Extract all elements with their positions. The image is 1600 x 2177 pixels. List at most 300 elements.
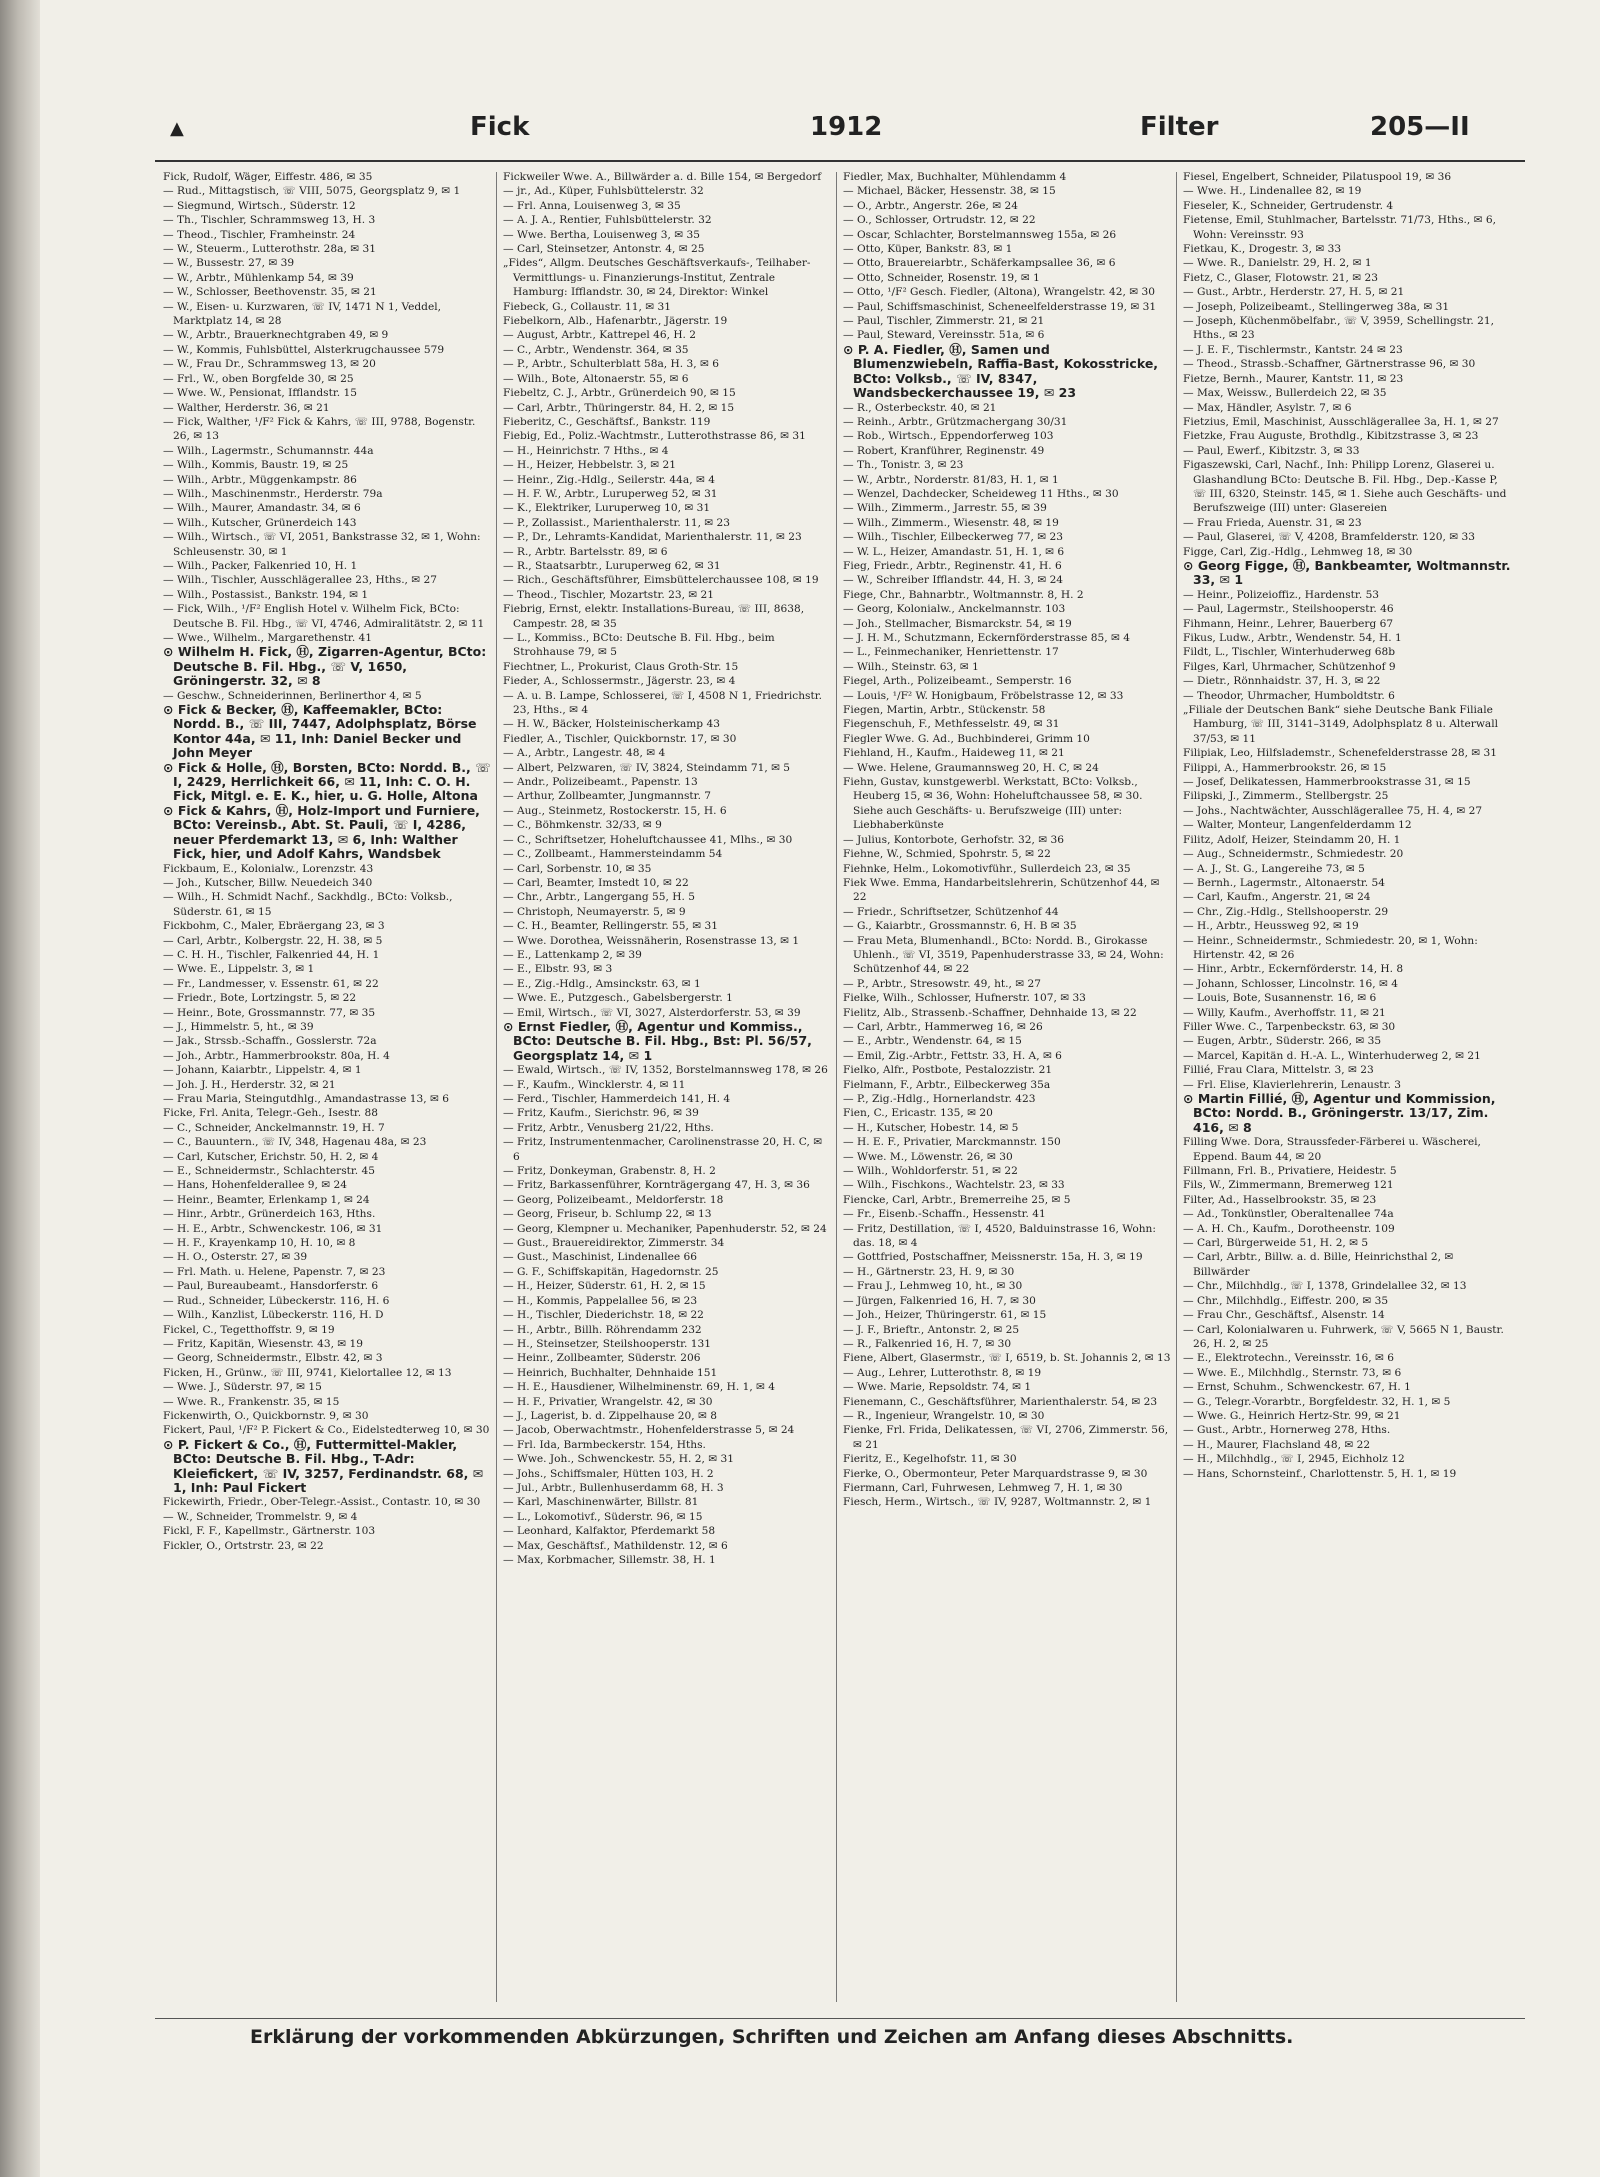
directory-entry: — Th., Tischler, Schrammsweg 13, H. 3 [163,214,376,227]
directory-entry: — R., Staatsarbtr., Luruperweg 62, ✉ 31 [503,559,721,572]
directory-entry: — Heinr., Beamter, Erlenkamp 1, ✉ 24 [163,1193,370,1206]
directory-entry: — Aug., Schneidermstr., Schmiedestr. 20 [1183,848,1404,861]
directory-entry: Fiene, Albert, Glasermstr., ☏ I, 6519, b. St. Johannis 2, ✉ 13 [843,1352,1171,1365]
directory-entry: Fieberitz, C., Geschäftsf., Bankstr. 119 [503,415,711,428]
directory-entry: — A. J. A., Rentier, Fuhlsbüttelerstr. 32 [503,214,712,227]
directory-entry: Fiebig, Ed., Poliz.-Wachtmstr., Lutterothstrasse 86, ✉ 31 [503,430,806,443]
directory-entry: — H. E. F., Privatier, Marckmannstr. 150 [843,1136,1061,1149]
directory-entry: — E., Elbstr. 93, ✉ 3 [503,963,613,976]
directory-entry: — Wilh., Fischkons., Wachtelstr. 23, ✉ 33 [843,1179,1065,1192]
directory-entry: — W., Arbtr., Norderstr. 81/83, H. 1, ✉ 1 [843,473,1059,486]
directory-entry: Filitz, Adolf, Heizer, Steindamm 20, H. 1 [1183,833,1401,846]
directory-entry: — Frl., W., oben Borgfelde 30, ✉ 25 [163,372,354,385]
directory-entry: Fickl, F. F., Kapellmstr., Gärtnerstr. 103 [163,1525,376,1538]
directory-entry: — Wilh., Kutscher, Grünerdeich 143 [163,516,357,529]
directory-entry: — Wilh., Maschinenmstr., Herderstr. 79a [163,487,383,500]
directory-entry: — Johs., Schiffsmaler, Hütten 103, H. 2 [503,1467,714,1480]
directory-entry: — Josef, Delikatessen, Hammerbrookstrasse 31, ✉ 15 [1183,776,1471,789]
directory-entry: — Wilh., Kommis, Baustr. 19, ✉ 25 [163,459,349,472]
directory-entry: ⊙ Ernst Fiedler, Ⓗ, Agentur und Kommiss., BCto: Deutsche B. Fil. Hbg., Bst: Pl. 56/57, Georgsplatz 14, ✉ 1 [503,1018,812,1063]
directory-entry: — Heinr., Schneidermstr., Schmiedestr. 20, ✉ 1, Wohn: Hirtenstr. 42, ✉ 26 [1183,934,1478,961]
directory-entry: — Rich., Geschäftsführer, Eimsbüttelerchaussee 108, ✉ 19 [503,574,819,587]
directory-entry: Fiermann, Carl, Fuhrwesen, Lehmweg 7, H. 1, ✉ 30 [843,1481,1123,1494]
directory-entry: Ficken, H., Grünw., ☏ III, 9741, Kielortallee 12, ✉ 13 [163,1366,452,1379]
directory-entry: — Friedr., Bote, Lortzingstr. 5, ✉ 22 [163,992,357,1005]
directory-entry: — Wilh., Zimmerm., Wiesenstr. 48, ✉ 19 [843,516,1059,529]
directory-entry: Fildt, L., Tischler, Winterhuderweg 68b [1183,646,1395,659]
directory-entry: — Joh., Stellmacher, Bismarckstr. 54, ✉ 19 [843,617,1072,630]
directory-entry: — Joh., Kutscher, Billw. Neuedeich 340 [163,876,373,889]
directory-entry: — Aug., Steinmetz, Rostockerstr. 15, H. 6 [503,804,727,817]
directory-entry: — Andr., Polizeibeamt., Papenstr. 13 [503,776,698,789]
directory-entry: — L., Feinmechaniker, Henriettenstr. 17 [843,646,1059,659]
directory-entry: Fiebrig, Ernst, elektr. Installations-Bureau, ☏ III, 8638, Campestr. 28, ✉ 35 [503,603,805,630]
directory-entry: — Chr., Milchhdlg., Eiffestr. 200, ✉ 35 [1183,1294,1389,1307]
directory-entry: — H. E., Arbtr., Schwenckestr. 106, ✉ 31 [163,1222,383,1235]
directory-entry: — Max, Korbmacher, Sillemstr. 38, H. 1 [503,1554,716,1566]
directory-entry: — Heinr., Bote, Grossmannstr. 77, ✉ 35 [163,1006,376,1019]
directory-entry: — Christoph, Neumayerstr. 5, ✉ 9 [503,905,686,918]
directory-entry: — E., Lattenkamp 2, ✉ 39 [503,948,642,961]
directory-entry: — Ernst, Schuhm., Schwenckestr. 67, H. 1 [1183,1381,1411,1394]
directory-entry: — Fritz, Kaufm., Sierichstr. 96, ✉ 39 [503,1107,699,1120]
directory-entry: Fiegenschuh, F., Methfesselstr. 49, ✉ 31 [843,718,1060,731]
directory-entry: — Willy, Kaufm., Averhoffstr. 11, ✉ 21 [1183,1006,1386,1019]
directory-entry: — Louis, Bote, Susannenstr. 16, ✉ 6 [1183,992,1377,1005]
directory-entry: — Siegmund, Wirtsch., Süderstr. 12 [163,199,356,212]
directory-entry: Fiesch, Herm., Wirtsch., ☏ IV, 9287, Woltmannstr. 2, ✉ 1 [843,1496,1152,1509]
directory-entry: Filipiak, Leo, Hilfslademstr., Schenefelderstrasse 28, ✉ 31 [1183,747,1498,760]
directory-entry: Filler Wwe. C., Tarpenbeckstr. 63, ✉ 30 [1183,1020,1396,1033]
directory-entry: — Rob., Wirtsch., Eppendorferweg 103 [843,430,1054,443]
directory-entry: — Frau Maria, Steingutdhlg., Amandastrasse 13, ✉ 6 [163,1093,449,1105]
directory-entry: Fiehn, Gustav, kunstgewerbl. Werkstatt, BCto: Volksb., Heuberg 15, ✉ 36, Wohn: Hoheluftchaussee 58, ✉ 30. Siehe auch Geschäfts- u. Berufszweige (III) unter: Liebhaberkünste [843,776,1143,832]
directory-entry: Fietkau, K., Drogestr. 3, ✉ 33 [1183,243,1342,256]
directory-entry: Fiege, Chr., Bahnarbtr., Woltmannstr. 8, H. 2 [843,588,1084,601]
directory-entry: — Wilh., Postassist., Bankstr. 194, ✉ 1 [163,588,369,601]
directory-entry: — Otto, Küper, Bankstr. 83, ✉ 1 [843,243,1013,256]
directory-entry: — J. H. M., Schutzmann, Eckernförderstrasse 85, ✉ 4 [843,632,1130,644]
directory-entry: — W. L., Heizer, Amandastr. 51, H. 1, ✉ 6 [843,545,1065,558]
directory-entry: — H., Heizer, Hebbelstr. 3, ✉ 21 [503,459,676,472]
directory-entry: Fietzke, Frau Auguste, Brothdlg., Kibitzstrasse 3, ✉ 23 [1183,430,1479,443]
directory-entry: — E., Elektrotechn., Vereinsstr. 16, ✉ 6 [1183,1352,1394,1365]
header-last-name: Filter [1140,112,1219,142]
directory-entry: — Ad., Tonkünstler, Oberaltenallee 74a [1183,1208,1394,1221]
header-rule [155,160,1525,162]
directory-entry: — Fritz, Instrumentenmacher, Carolinenstrasse 20, H. C, ✉ 6 [503,1136,823,1163]
directory-entry: — Geschw., Schneiderinnen, Berlinerthor 4, ✉ 5 [163,689,422,702]
directory-entry: — Carl, Arbtr., Billw. a. d. Bille, Heinrichsthal 2, ✉ Billwärder [1183,1251,1454,1278]
directory-entry: — Georg, Polizeibeamt., Meldorferstr. 18 [503,1193,724,1206]
directory-entry: — Heinr., Zig.-Hdlg., Seilerstr. 44a, ✉ 4 [503,473,715,486]
directory-entry: — W., Frau Dr., Schrammsweg 13, ✉ 20 [163,358,376,371]
directory-entry: — Robert, Kranführer, Reginenstr. 49 [843,444,1045,457]
directory-entry: — Emil, Wirtsch., ☏ VI, 3027, Alsterdorferstr. 53, ✉ 39 [503,1006,801,1019]
directory-entry: — J., Himmelstr. 5, ht., ✉ 39 [163,1020,314,1033]
directory-entry: — Wwe. M., Löwenstr. 26, ✉ 30 [843,1150,1013,1163]
directory-entry: — Marcel, Kapitän d. H.-A. L., Winterhuderweg 2, ✉ 21 [1183,1049,1481,1062]
directory-entry: — Max, Händler, Asylstr. 7, ✉ 6 [1183,401,1352,414]
directory-entry: — Jul., Arbtr., Bullenhuserdamm 68, H. 3 [503,1481,724,1494]
directory-entry: — Heinr., Zollbeamter, Süderstr. 206 [503,1352,701,1365]
directory-entry: — Wilh., Lagermstr., Schumannstr. 44a [163,444,374,457]
directory-entry: Fieg, Friedr., Arbtr., Reginenstr. 41, H. 6 [843,559,1062,572]
directory-entry: — J., Lagerist, b. d. Zippelhause 20, ✉ 8 [503,1409,718,1422]
directory-entry: — W., Schlosser, Beethovenstr. 35, ✉ 21 [163,286,377,299]
directory-entry: — Frl. Ida, Barmbeckerstr. 154, Hths. [503,1438,706,1451]
directory-entry: — Wwe. G., Heinrich Hertz-Str. 99, ✉ 21 [1183,1409,1401,1422]
directory-entry: Fielke, Wilh., Schlosser, Hufnerstr. 107, ✉ 33 [843,992,1086,1005]
directory-entry: — R., Ingenieur, Wrangelstr. 10, ✉ 30 [843,1409,1045,1422]
directory-entry: — Joseph, Polizeibeamt., Stellingerweg 38a, ✉ 31 [1183,300,1450,313]
directory-entry: — H., Arbtr., Billh. Röhrendamm 232 [503,1323,702,1336]
directory-entry: — W., Schreiber Ifflandstr. 44, H. 3, ✉ 24 [843,574,1064,587]
directory-entry: — Wwe. Joh., Schwenckestr. 55, H. 2, ✉ 31 [503,1453,734,1466]
directory-entry: — Wilh., Wirtsch., ☏ VI, 2051, Bankstrasse 32, ✉ 1, Wohn: Schleusenstr. 30, ✉ 1 [163,531,481,558]
directory-entry: — Wilh., Kanzlist, Lübeckerstr. 116, H. D [163,1309,384,1322]
directory-entry: Fickert, Paul, ¹/F² P. Fickert & Co., Eidelstedterweg 10, ✉ 30 [163,1424,490,1437]
directory-entry: ⊙ P. A. Fiedler, Ⓗ, Samen und Blumenzwiebeln, Raffia-Bast, Kokosstricke, BCto: Volksb., ☏ IV, 8347, Wandsbeckerchaussee 19, ✉ 23 [843,341,1159,401]
directory-entry: Fietzius, Emil, Maschinist, Ausschlägerallee 3a, H. 1, ✉ 27 [1183,415,1499,428]
directory-entry: — W., Steuerm., Lutterothstr. 28a, ✉ 31 [163,243,376,256]
directory-entry: — Carl, Sorbenstr. 10, ✉ 35 [503,862,652,875]
abbreviations-note: Erklärung der vorkommenden Abkürzungen, Schriften und Zeichen am Anfang dieses Abschnitts. [250,2026,1294,2048]
directory-entry: — Heinr., Polizeioffiz., Hardenstr. 53 [1183,588,1380,601]
directory-entry: — Johs., Nachtwächter, Ausschlägerallee 75, H. 4, ✉ 27 [1183,804,1483,817]
directory-entry: — Theod., Tischler, Mozartstr. 23, ✉ 21 [503,588,715,601]
directory-entry: — W., Schneider, Trommelstr. 9, ✉ 4 [163,1510,358,1523]
directory-entry: — H., Milchhdlg., ☏ I, 2945, Eichholz 12 [1183,1453,1405,1466]
directory-entry: — Frl. Anna, Louisenweg 3, ✉ 35 [503,199,681,212]
directory-entry: — P., Arbtr., Stresowstr. 49, ht., ✉ 27 [843,977,1041,990]
directory-entry: — Wwe. Bertha, Louisenweg 3, ✉ 35 [503,228,701,241]
directory-entry: — Louis, ¹/F² W. Honigbaum, Fröbelstrasse 12, ✉ 33 [843,689,1124,702]
directory-entry: — H., Heinrichstr. 7 Hths., ✉ 4 [503,444,669,457]
directory-entry: — Jürgen, Falkenried 16, H. 7, ✉ 30 [843,1294,1036,1307]
directory-entry: — C., Böhmkenstr. 32/33, ✉ 9 [503,819,662,832]
directory-entry: — H., Tischler, Diederichstr. 18, ✉ 22 [503,1309,704,1322]
directory-entry: — Johann, Kaiarbtr., Lippelstr. 4, ✉ 1 [163,1064,362,1077]
directory-entry: — Hans, Hohenfelderallee 9, ✉ 24 [163,1179,347,1192]
directory-entry: — J. E. F., Tischlermstr., Kantstr. 24 ✉ 23 [1183,343,1403,356]
directory-entry: — jr., Ad., Küper, Fuhlsbüttelerstr. 32 [503,185,704,198]
directory-entry: Filges, Karl, Uhrmacher, Schützenhof 9 [1183,660,1396,673]
directory-entry: — Rud., Mittagstisch, ☏ VIII, 5075, Georgsplatz 9, ✉ 1 [163,185,461,198]
directory-entry: Fillié, Frau Clara, Mittelstr. 3, ✉ 23 [1183,1064,1374,1077]
directory-entry: Fiechtner, L., Prokurist, Claus Groth-Str. 15 [503,660,739,673]
directory-entry: Fieseler, K., Schneider, Gertrudenstr. 4 [1183,199,1394,212]
directory-entry: Filling Wwe. Dora, Straussfeder-Färberei u. Wäscherei, Eppend. Baum 44, ✉ 20 [1183,1136,1481,1163]
directory-entry: — Frau J., Lehmweg 10, ht., ✉ 30 [843,1280,1023,1293]
directory-entry: — W., Arbtr., Brauerknechtgraben 49, ✉ 9 [163,329,389,342]
directory-entry: — Karl, Maschinenwärter, Billstr. 81 [503,1496,699,1509]
directory-entry: Fickenwirth, O., Quickbornstr. 9, ✉ 30 [163,1409,369,1422]
directory-entry: — Carl, Kutscher, Erichstr. 50, H. 2, ✉ 4 [163,1150,379,1163]
directory-entry: Fickbaum, E., Kolonialw., Lorenzstr. 43 [163,862,374,875]
directory-entry: — W., Arbtr., Mühlenkamp 54, ✉ 39 [163,271,354,284]
directory-entry: Fieritz, E., Kegelhofstr. 11, ✉ 30 [843,1453,1017,1466]
directory-entry: — Wwe. J., Süderstr. 97, ✉ 15 [163,1381,322,1394]
directory-entry: — Georg, Kolonialw., Anckelmannstr. 103 [843,603,1066,616]
directory-entry: Fick, Rudolf, Wäger, Eiffestr. 486, ✉ 35 [163,171,373,183]
directory-entry: — Paul, Lagermstr., Steilshooperstr. 46 [1183,603,1394,616]
directory-entry: — Georg, Schneidermstr., Elbstr. 42, ✉ 3 [163,1352,383,1365]
directory-entry: — C. H. H., Tischler, Falkenried 44, H. 1 [163,948,380,961]
directory-entry: Fiesel, Engelbert, Schneider, Pilatuspool 19, ✉ 36 [1183,171,1452,183]
directory-entry: — Fick, Wilh., ¹/F² English Hotel v. Wilhelm Fick, BCto: Deutsche B. Fil. Hbg., ☏ VI, 4746, Admiralitätstr. 2, ✉ 11 [163,603,485,630]
directory-entry: Fihmann, Heinr., Lehrer, Bauerberg 67 [1183,617,1394,630]
header-first-name: Fick [470,112,530,142]
directory-entry: — Wwe. H., Lindenallee 82, ✉ 19 [1183,185,1362,198]
footer-rule [155,2018,1525,2019]
directory-entry: — Wwe. Marie, Repsoldstr. 74, ✉ 1 [843,1381,1032,1394]
directory-entry: Fierke, O., Obermonteur, Peter Marquardstrasse 9, ✉ 30 [843,1467,1148,1480]
directory-entry: — Carl, Steinsetzer, Antonstr. 4, ✉ 25 [503,243,705,256]
directory-entry: — Theod., Tischler, Framheinstr. 24 [163,228,356,241]
directory-entry: — Wilh., Bote, Altonaerstr. 55, ✉ 6 [503,372,689,385]
directory-entry: — G., Telegr.-Vorarbtr., Borgfeldestr. 32, H. 1, ✉ 5 [1183,1395,1451,1408]
directory-entry: — H., Gärtnerstr. 23, H. 9, ✉ 30 [843,1265,1015,1278]
directory-entry: — Bernh., Lagermstr., Altonaerstr. 54 [1183,876,1385,889]
directory-entry: — H., Kommis, Pappelallee 56, ✉ 23 [503,1294,698,1307]
directory-entry: — K., Elektriker, Luruperweg 10, ✉ 31 [503,502,711,515]
directory-entry: — Ferd., Tischler, Hammerdeich 141, H. 4 [503,1093,731,1105]
directory-entry: — Wilh., Zimmerm., Jarrestr. 55, ✉ 39 [843,502,1047,515]
directory-entry: — Wilh., H. Schmidt Nachf., Sackhdlg., BCto: Volksb., Süderstr. 61, ✉ 15 [163,891,453,918]
directory-entry: — Hans, Schornsteinf., Charlottenstr. 5, H. 1, ✉ 19 [1183,1467,1457,1480]
directory-entry: — Joh. J. H., Herderstr. 32, ✉ 21 [163,1078,336,1091]
directory-entry: — H., Kutscher, Hobestr. 14, ✉ 5 [843,1121,1019,1134]
directory-entry: — Chr., Arbtr., Langergang 55, H. 5 [503,891,695,904]
directory-entry: Fieder, A., Schlossermstr., Jägerstr. 23, ✉ 4 [503,675,736,688]
directory-entry: — C., Schriftsetzer, Hoheluftchaussee 41, Mlhs., ✉ 30 [503,833,793,846]
directory-entry: — C., Schneider, Anckelmannstr. 19, H. 7 [163,1121,385,1134]
directory-entry: — Albert, Pelzwaren, ☏ IV, 3824, Steindamm 71, ✉ 5 [503,761,791,774]
directory-entry: — Wilh., Steinstr. 63, ✉ 1 [843,660,979,673]
directory-entry: ⊙ Wilhelm H. Fick, Ⓗ, Zigarren-Agentur, BCto: Deutsche B. Fil. Hbg., ☏ V, 1650, Gröningerstr. 32, ✉ 8 [163,644,487,689]
directory-entry: ⊙ Martin Fillié, Ⓗ, Agentur und Kommission, BCto: Nordd. B., Gröningerstr. 13/17, Zim. 416, ✉ 8 [1183,1091,1496,1135]
directory-entry: — Wilh., Maurer, Amandastr. 34, ✉ 6 [163,502,361,515]
directory-entry: — Hinr., Arbtr., Eckernförderstr. 14, H. 8 [1183,963,1404,976]
directory-entry: — C., Bauuntern., ☏ IV, 348, Hagenau 48a, ✉ 23 [163,1136,427,1149]
directory-entry: — E., Arbtr., Wendenstr. 64, ✉ 15 [843,1035,1022,1048]
page-header [150,112,1530,160]
directory-entry: — Otto, Brauereiarbtr., Schäferkampsallee 36, ✉ 6 [843,257,1116,270]
directory-entry: — Wenzel, Dachdecker, Scheideweg 11 Hths., ✉ 30 [843,487,1119,500]
directory-entry: — H., Maurer, Flachsland 48, ✉ 22 [1183,1438,1371,1451]
directory-entry: Fiedler, Max, Buchhalter, Mühlendamm 4 [843,171,1067,183]
directory-entry: Fienke, Frl. Frida, Delikatessen, ☏ VI, 2706, Zimmerstr. 56, ✉ 21 [843,1424,1169,1451]
directory-entry: „Filiale der Deutschen Bank“ siehe Deutsche Bank Filiale Hamburg, ☏ III, 3141–3149, Adolphsplatz 8 u. Alterwall 37/53, ✉ 11 [1183,704,1499,745]
directory-entry: — Georg, Klempner u. Mechaniker, Papenhuderstr. 52, ✉ 24 [503,1222,827,1235]
directory-entry: Fietense, Emil, Stuhlmacher, Bartelsstr. 71/73, Hths., ✉ 6, Wohn: Vereinsstr. 93 [1183,214,1496,241]
column-2 [503,170,831,2005]
directory-entry: — Fr., Landmesser, v. Essenstr. 61, ✉ 22 [163,977,379,990]
directory-entry: — Joh., Heizer, Thüringerstr. 61, ✉ 15 [843,1309,1047,1322]
directory-entry: — H., Arbtr., Heussweg 92, ✉ 19 [1183,920,1359,933]
directory-entry: Fiebeck, G., Collaustr. 11, ✉ 31 [503,300,671,313]
directory-entry: — Arthur, Zollbeamter, Jungmannstr. 7 [503,790,712,803]
directory-entry: — Wwe., Wilhelm., Margarethenstr. 41 [163,632,373,644]
directory-entry: — Wwe. Dorothea, Weissnäherin, Rosenstrasse 13, ✉ 1 [503,934,800,947]
directory-entry: — Gottfried, Postschaffner, Meissnerstr. 15a, H. 3, ✉ 19 [843,1251,1143,1264]
directory-entry: Fikus, Ludw., Arbtr., Wendenstr. 54, H. 1 [1183,632,1402,644]
directory-entry: — C. H., Beamter, Rellingerstr. 55, ✉ 31 [503,920,718,933]
directory-entry: ⊙ Georg Figge, Ⓗ, Bankbeamter, Woltmannstr. 33, ✉ 1 [1183,557,1511,588]
directory-entry: — Wwe. R., Danielstr. 29, H. 2, ✉ 1 [1183,257,1372,270]
directory-entry: Fickel, C., Tegetthoffstr. 9, ✉ 19 [163,1323,335,1336]
directory-entry: — Hinr., Arbtr., Grünerdeich 163, Hths. [163,1208,376,1221]
directory-entry: — August, Arbtr., Kattrepel 46, H. 2 [503,329,697,342]
directory-entry: — Paul, Glaserei, ☏ V, 4208, Bramfelderstr. 120, ✉ 33 [1183,531,1475,544]
column-divider [496,172,497,2002]
directory-entry: Fiehnke, Helm., Lokomotivführ., Sullerdeich 23, ✉ 35 [843,862,1131,875]
directory-entry: — A., Arbtr., Langestr. 48, ✉ 4 [503,747,666,760]
directory-entry: — Carl, Kaufm., Angerstr. 21, ✉ 24 [1183,891,1371,904]
directory-entry: — Carl, Arbtr., Thüringerstr. 84, H. 2, ✉ 15 [503,401,735,414]
directory-entry: — A. u. B. Lampe, Schlosserei, ☏ I, 4508 N 1, Friedrichstr. 23, Hths., ✉ 4 [503,689,822,717]
directory-entry: „Fides“, Allgm. Deutsches Geschäftsverkaufs-, Teilhaber-Vermittlungs- u. Finanzierungs-Institut, Zentrale Hamburg: Ifflandstr. 30, ✉ 24, Direktor: Winkel [503,257,811,299]
directory-entry: — E., Schneidermstr., Schlachterstr. 45 [163,1165,376,1178]
directory-entry: Fielitz, Alb., Strassenb.-Schaffner, Dehnhaide 13, ✉ 22 [843,1006,1137,1019]
directory-entry: — Theod., Strassb.-Schaffner, Gärtnerstrasse 96, ✉ 30 [1183,358,1476,371]
directory-entry: Figge, Carl, Zig.-Hdlg., Lehmweg 18, ✉ 30 [1183,545,1413,558]
directory-entry: — Joseph, Küchenmöbelfabr., ☏ V, 3959, Schellingstr. 21, Hths., ✉ 23 [1183,315,1494,342]
directory-entry: — C., Zollbeamt., Hammersteindamm 54 [503,848,723,861]
directory-entry: — P., Arbtr., Schulterblatt 58a, H. 3, ✉ 6 [503,358,719,371]
directory-entry: — Wilh., Packer, Falkenried 10, H. 1 [163,559,358,572]
directory-entry: Filter, Ad., Hasselbrookstr. 35, ✉ 23 [1183,1193,1377,1206]
directory-entry: Fickweiler Wwe. A., Billwärder a. d. Bille 154, ✉ Bergedorf [503,171,822,183]
directory-entry: Fiegel, Arth., Polizeibeamt., Semperstr. 16 [843,675,1072,688]
directory-entry: Fils, W., Zimmermann, Bremerweg 121 [1183,1179,1394,1192]
directory-entry: Fietze, Bernh., Maurer, Kantstr. 11, ✉ 23 [1183,372,1404,385]
directory-entry: — Wwe. E., Lippelstr. 3, ✉ 1 [163,963,315,976]
directory-entry: — R., Osterbeckstr. 40, ✉ 21 [843,401,997,414]
column-divider [1176,172,1177,2002]
directory-entry: — R., Arbtr. Bartelsstr. 89, ✉ 6 [503,545,668,558]
directory-entry: — J. F., Brieftr., Antonstr. 2, ✉ 25 [843,1323,1020,1336]
directory-entry: — W., Eisen- u. Kurzwaren, ☏ IV, 1471 N 1, Veddel, Marktplatz 14, ✉ 28 [163,300,441,328]
directory-entry: — Frl. Elise, Klavierlehrerin, Lenaustr. 3 [1183,1078,1401,1091]
directory-entry: — Chr., Milchhdlg., ☏ I, 1378, Grindelallee 32, ✉ 13 [1183,1280,1467,1293]
directory-entry: — Frau Chr., Geschäftsf., Alsenstr. 14 [1183,1309,1385,1322]
directory-entry: — P., Dr., Lehramts-Kandidat, Marienthalerstr. 11, ✉ 23 [503,531,802,544]
directory-entry: Fielmann, F., Arbtr., Eilbeckerweg 35a [843,1078,1051,1091]
column-4 [1183,170,1511,2005]
directory-entry: — Paul, Ewerf., Kibitzstr. 3, ✉ 33 [1183,444,1360,457]
directory-entry: — Paul, Tischler, Zimmerstr. 21, ✉ 21 [843,315,1045,328]
directory-entry: — Wwe. W., Pensionat, Ifflandstr. 15 [163,387,357,400]
directory-entry: — Oscar, Schlachter, Borstelmannsweg 155a, ✉ 26 [843,228,1117,241]
directory-entry: — H., Heizer, Süderstr. 61, H. 2, ✉ 15 [503,1280,706,1293]
directory-entry: — Ewald, Wirtsch., ☏ IV, 1352, Borstelmannsweg 178, ✉ 26 [503,1064,828,1077]
directory-entry: — H. E., Hausdiener, Wilhelminenstr. 69, H. 1, ✉ 4 [503,1381,776,1394]
directory-entry: — Eugen, Arbtr., Süderstr. 266, ✉ 35 [1183,1035,1382,1048]
directory-entry: — F., Kaufm., Wincklerstr. 4, ✉ 11 [503,1078,686,1091]
directory-entry: — Paul, Bureaubeamt., Hansdorferstr. 6 [163,1280,379,1293]
directory-entry: — H. F. W., Arbtr., Luruperweg 52, ✉ 31 [503,487,718,500]
directory-entry: — W., Kommis, Fuhlsbüttel, Alsterkrugchaussee 579 [163,343,445,356]
directory-entry: — Fritz, Donkeyman, Grabenstr. 8, H. 2 [503,1165,716,1178]
directory-entry: — Heinrich, Buchhalter, Dehnhaide 151 [503,1366,718,1379]
directory-entry: ⊙ Fick & Becker, Ⓗ, Kaffeemakler, BCto: Nordd. B., ☏ III, 7447, Adolphsplatz, Börse Kontor 44a, ✉ 11, Inh: Daniel Becker und John Meyer [163,702,477,761]
directory-entry: Fienemann, C., Geschäftsführer, Marienthalerstr. 54, ✉ 23 [843,1395,1158,1408]
directory-entry: — E., Zig.-Hdlg., Amsinckstr. 63, ✉ 1 [503,977,701,990]
directory-entry: — Reinh., Arbtr., Grützmachergang 30/31 [843,415,1068,428]
directory-entry: Fietz, C., Glaser, Flotowstr. 21, ✉ 23 [1183,271,1379,284]
directory-entry: Fickewirth, Friedr., Ober-Telegr.-Assist., Contastr. 10, ✉ 30 [163,1496,481,1509]
directory-entry: — Carl, Arbtr., Hammerweg 16, ✉ 26 [843,1020,1043,1033]
directory-entry: — G., Kaiarbtr., Grossmannstr. 6, H. B ✉ 35 [843,920,1077,933]
directory-entry: — Carl, Arbtr., Kolbergstr. 22, H. 38, ✉ 5 [163,934,383,947]
page-number: 205—II [1370,112,1470,142]
directory-entry: — G. F., Schiffskapitän, Hagedornstr. 25 [503,1265,719,1278]
directory-entry: — Gust., Maschinist, Lindenallee 66 [503,1251,698,1264]
directory-entry: Fiehne, W., Schmied, Spohrstr. 5, ✉ 22 [843,848,1051,861]
directory-entry: — Rud., Schneider, Lübeckerstr. 116, H. 6 [163,1294,390,1307]
directory-entry: — Wilh., Wohldorferstr. 51, ✉ 22 [843,1165,1018,1178]
directory-entry: Fiegler Wwe. G. Ad., Buchbinderei, Grimm 10 [843,732,1090,745]
directory-entry: — Frl. Math. u. Helene, Papenstr. 7, ✉ 23 [163,1265,386,1278]
directory-entry: Fillmann, Frl. B., Privatiere, Heidestr. 5 [1183,1165,1397,1178]
directory-entry: — Walter, Monteur, Langenfelderdamm 12 [1183,819,1412,832]
directory-entry: — Julius, Kontorbote, Gerhofstr. 32, ✉ 36 [843,833,1064,846]
directory-entry: — Carl, Bürgerweide 51, H. 2, ✉ 5 [1183,1237,1369,1250]
directory-entry: — H. O., Osterstr. 27, ✉ 39 [163,1251,308,1264]
directory-entry: — Carl, Kolonialwaren u. Fuhrwerk, ☏ V, 5665 N 1, Baustr. 26, H. 2, ✉ 25 [1183,1323,1504,1350]
directory-entry: — Emil, Zig.-Arbtr., Fettstr. 33, H. A, ✉ 6 [843,1049,1062,1062]
directory-entry: Figaszewski, Carl, Nachf., Inh: Philipp Lorenz, Glaserei u. Glashandlung BCto: Deutsche B. Fil. Hbg., Dep.-Kasse P, ☏ III, 6320, Steinstr. 145, ✉ 1. Siehe auch Geschäfts- und Berufszweige (III) unter: Glasereien [1183,459,1507,515]
directory-entry: — Michael, Bäcker, Hessenstr. 38, ✉ 15 [843,185,1056,198]
directory-entry: — Jacob, Oberwachtmstr., Hohenfelderstrasse 5, ✉ 24 [503,1424,795,1437]
directory-entry: — Frau Frieda, Auenstr. 31, ✉ 23 [1183,516,1362,529]
directory-entry: — O., Arbtr., Angerstr. 26e, ✉ 24 [843,199,1019,212]
directory-entry: — Georg, Friseur, b. Schlump 22, ✉ 13 [503,1208,712,1221]
directory-entry: — Paul, Steward, Vereinsstr. 51a, ✉ 6 [843,329,1045,342]
column-3 [843,170,1171,2005]
column-1 [163,170,491,2005]
directory-entry: — P., Zig.-Hdlg., Hornerlandstr. 423 [843,1093,1036,1105]
directory-entry: ⊙ P. Fickert & Co., Ⓗ, Futtermittel-Makler, BCto: Deutsche B. Fil. Hbg., T-Adr: Kleiefickert, ☏ IV, 3257, Ferdinandstr. 68, ✉ 1, Inh: Paul Fickert [163,1436,484,1495]
directory-entry: Fiedler, A., Tischler, Quickbornstr. 17, ✉ 30 [503,732,737,745]
directory-entry: Fiegen, Martin, Arbtr., Stückenstr. 58 [843,704,1046,717]
directory-entry: — Aug., Lehrer, Lutterothstr. 8, ✉ 19 [843,1366,1042,1379]
directory-entry: — Fick, Walther, ¹/F² Fick & Kahrs, ☏ III, 9788, Bogenstr. 26, ✉ 13 [163,415,476,443]
directory-entry: Fiehland, H., Kaufm., Haideweg 11, ✉ 21 [843,747,1065,760]
directory-entry: Ficke, Frl. Anita, Telegr.-Geh., Isestr. 88 [163,1107,378,1120]
directory-entry: Filipski, J., Zimmerm., Stellbergstr. 25 [1183,790,1389,803]
directory-entry: — L., Lokomotivf., Süderstr. 96, ✉ 15 [503,1510,703,1523]
directory-entry: — Paul, Schiffsmaschinist, Scheneelfelderstrasse 19, ✉ 31 [843,300,1157,313]
directory-entry: Fickbohm, C., Maler, Ebräergang 23, ✉ 3 [163,920,385,933]
directory-entry: — Otto, Schneider, Rosenstr. 19, ✉ 1 [843,271,1040,284]
directory-entry: — Fr., Eisenb.-Schaffn., Hessenstr. 41 [843,1208,1046,1221]
directory-entry: — Max, Weissw., Bullerdeich 22, ✉ 35 [1183,387,1387,400]
directory-entry: — Wwe. E., Milchhdlg., Sternstr. 73, ✉ 6 [1183,1366,1402,1379]
directory-entry: — R., Falkenried 16, H. 7, ✉ 30 [843,1337,1012,1350]
directory-entry: — Theodor, Uhrmacher, Humboldtstr. 6 [1183,689,1395,702]
directory-entry: — Wilh., Arbtr., Müggenkampstr. 86 [163,473,357,486]
column-divider [836,172,837,2002]
directory-entry: — Wwe. Helene, Graumannsweg 20, H. C, ✉ 24 [843,761,1099,774]
directory-entry: — Walther, Herderstr. 36, ✉ 21 [163,401,330,414]
page-marker-icon: ▲ [170,118,184,139]
directory-entry: — Johann, Schlosser, Lincolnstr. 16, ✉ 4 [1183,977,1398,990]
directory-entry: — Jak., Strssb.-Schaffn., Gosslerstr. 72a [163,1035,377,1048]
directory-entry: — Chr., Zig.-Hdlg., Stellshooperstr. 29 [1183,905,1389,918]
